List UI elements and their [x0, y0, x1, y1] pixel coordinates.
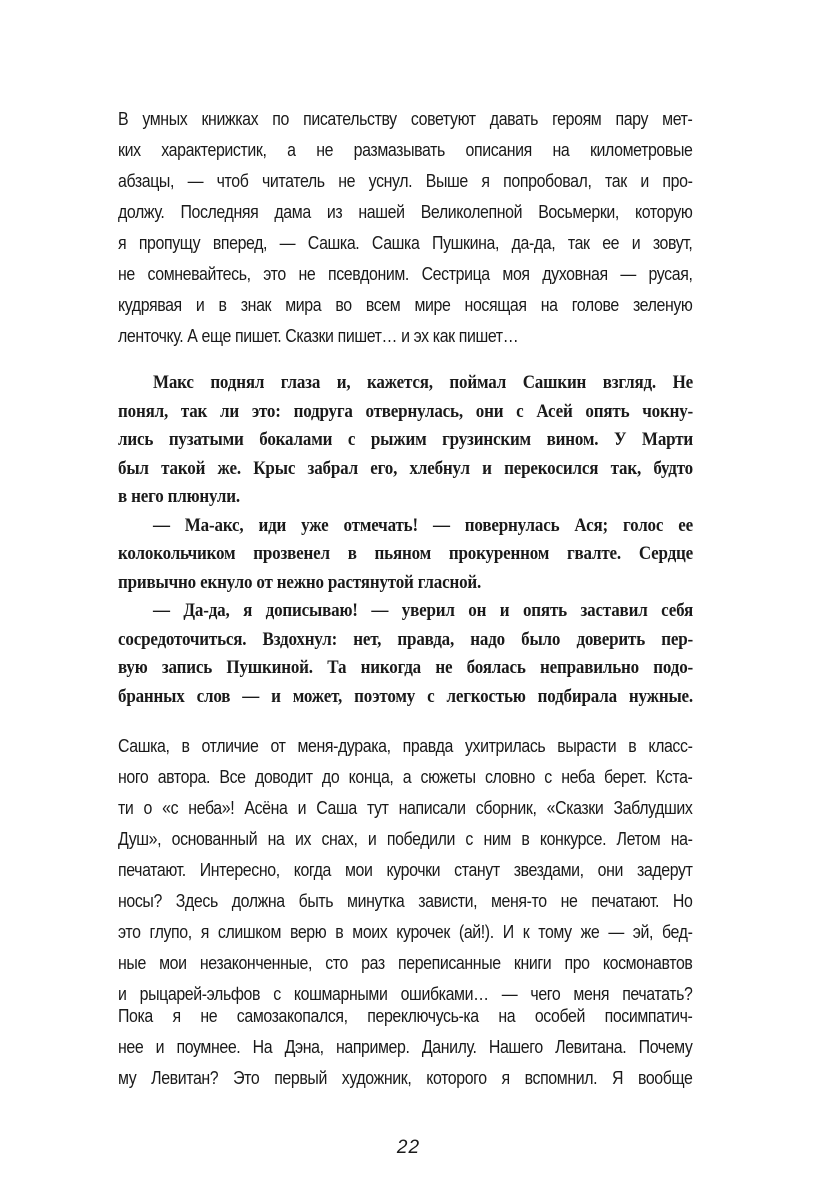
- text-line: ти о «с неба»! Асёна и Саша тут написали сборник, «Сказки Заблудших: [118, 797, 693, 818]
- text-line: Пока я не самозакопался, переключусь-ка на особей посимпатич-: [118, 1005, 693, 1026]
- text-line: в него плюнули.: [118, 487, 240, 507]
- text-line: привычно екнуло от нежно растянутой гласной.: [118, 572, 482, 593]
- text-line: был такой же. Крыс забрал его, хлебнул и перекосился так, будто: [118, 458, 693, 479]
- text-line: — Ма-акс, иди уже отмечать! — повернулась Ася; голос ее: [152, 515, 694, 536]
- text-line: лись пузатыми бокалами с рыжим грузинским вином. У Марти: [118, 430, 693, 450]
- text-line: печатают. Интересно, когда мои курочки станут звездами, они задерут: [118, 859, 693, 880]
- text-line: нее и поумнее. На Дэна, например. Данилу. Нашего Левитана. Почему: [118, 1036, 693, 1057]
- paragraph-den: [118, 1000, 693, 1093]
- text-line: и рыцарей-эльфов с кошмарными ошибками… — чего меня печатать?: [118, 983, 693, 1004]
- text-line: кудрявая и в знак мира во всем мире носящая на голове зеленую: [118, 294, 693, 315]
- text-line: Душ», основанный на их снах, и победили с ним в конкурсе. Летом на-: [118, 828, 693, 849]
- text-line: сосредоточиться. Вздохнул: нет, правда, надо было доверить пер-: [118, 629, 693, 650]
- text-line: ких характеристик, а не размазывать описания на километровые: [118, 139, 693, 160]
- paragraph-intro: [118, 103, 693, 351]
- text-line: колокольчиком прозвенел в пьяном прокуренном гвалте. Сердце: [118, 544, 693, 564]
- text-line: ного автора. Все доводит до конца, а сюжеты словно с неба берет. Кста-: [118, 766, 693, 787]
- text-line: В умных книжках по писательству советуют давать героям пару мет-: [118, 108, 693, 129]
- text-line: му Левитан? Это первый художник, которого я вспомнил. Я вообще: [118, 1067, 693, 1088]
- paragraph-story-excerpt: [118, 369, 693, 711]
- text-line: не сомневайтесь, это не псевдоним. Сестрица моя духовная — русая,: [118, 263, 693, 284]
- text-line: это глупо, я слишком верю в моих курочек (ай!). И к тому же — эй, бед-: [118, 921, 693, 942]
- text-line: ленточку. А еще пишет. Сказки пишет… и эх как пишет…: [118, 325, 519, 346]
- text-line: носы? Здесь должна быть минутка зависти, меня-то не печатают. Но: [118, 890, 693, 911]
- text-line: бранных слов — и может, поэтому с легкостью подбирала нужные.: [118, 686, 693, 707]
- paragraph-sashka: [118, 730, 693, 1009]
- text-line: ные мои незаконченные, сто раз переписанные книги про космонавтов: [118, 952, 693, 973]
- text-line: Макс поднял глаза и, кажется, поймал Сашкин взгляд. Не: [152, 373, 694, 393]
- page-number: 22: [396, 1137, 421, 1158]
- text-line: — Да-да, я дописываю! — уверил он и опять заставил себя: [152, 601, 694, 621]
- text-line: должу. Последняя дама из нашей Великолепной Восьмерки, которую: [118, 201, 693, 222]
- text-line: понял, так ли это: подруга отвернулась, они с Асей опять чокну-: [118, 401, 693, 422]
- text-line: абзацы, — чтоб читатель не уснул. Выше я попробовал, так и про-: [118, 170, 693, 191]
- text-line: я пропущу вперед, — Сашка. Сашка Пушкина, да-да, так ее и зовут,: [118, 232, 693, 253]
- text-line: Сашка, в отличие от меня-дурака, правда ухитрилась вырасти в класс-: [118, 735, 693, 756]
- text-line: вую запись Пушкиной. Та никогда не боялась неправильно подо-: [118, 658, 693, 678]
